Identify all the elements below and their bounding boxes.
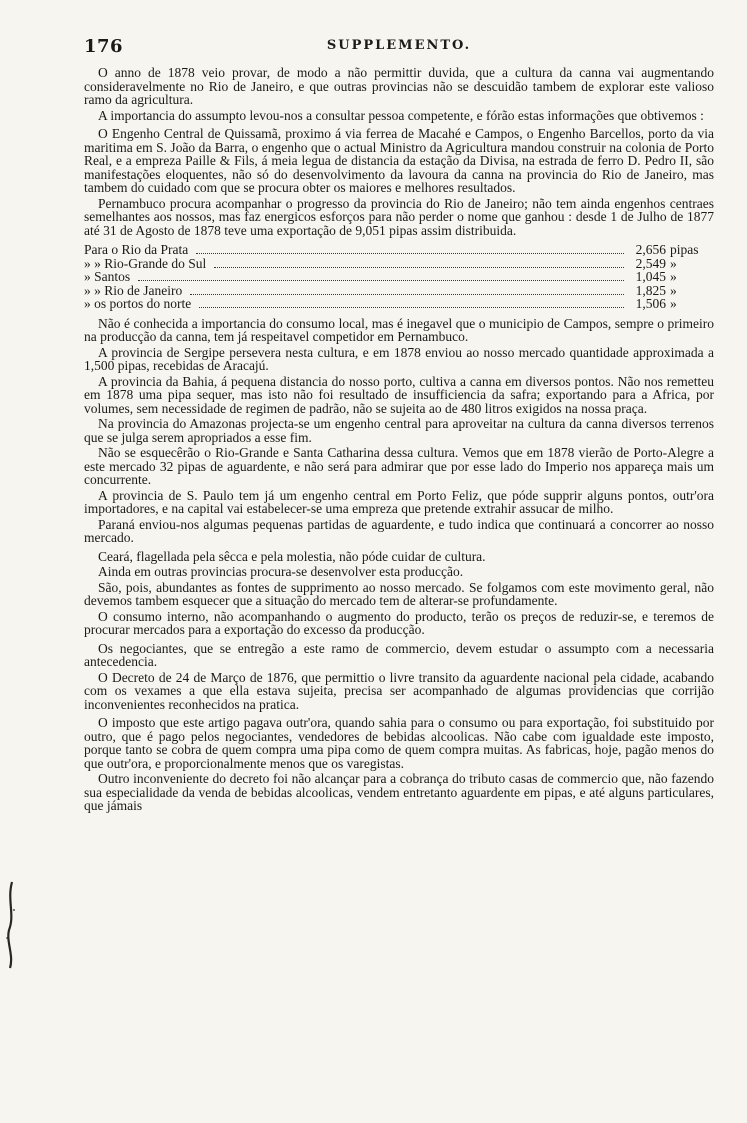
paragraph: Não é conhecida a importancia do consumo local, mas é inegavel que o municipio de Campos, sempre o primeiro na producção da canna, tem já respeitavel competidor em Pernambuco. xyxy=(84,315,714,344)
paragraph: A provincia da Bahia, á pequena distancia do nosso porto, cultiva a canna em diversos pontos. Não nos remetteu em 1878 uma pipa sequer, mas isto não foi resultado de insufficiencia da safra; exportando para a Africa, por volumes, sem necessidade de regimen de padrão, não se sujeita ao de 480 litros exigidos na nossa praça. xyxy=(84,373,714,416)
paragraph: São, pois, abundantes as fontes de supprimento ao nosso mercado. Se folgamos com este movimento geral, não devemos tambem esquecer que a situação do mercado tem de alterar-se profundamente. xyxy=(84,579,714,608)
paragraph: Ainda em outras provincias procura-se desenvolver esta producção. xyxy=(98,564,464,579)
leader-dots xyxy=(196,244,624,254)
destination-cell: » os portos do norte xyxy=(84,296,192,311)
page-header xyxy=(84,36,714,60)
unit-cell: » xyxy=(670,282,677,298)
paragraph: A provincia de Sergipe persevera nesta cultura, e em 1878 enviou ao nosso mercado quantidade approximada a 1,500 pipas, recebidas de Aracajú. xyxy=(84,344,714,373)
table-row xyxy=(84,257,714,271)
quantity-cell: 1,506 xyxy=(635,296,666,311)
paragraph: O consumo interno, não acompanhando o augmento do producto, terão os preços de reduzir-se, e teremos de procurar mercados para a exportação do excesso da producção. xyxy=(84,608,714,637)
unit-cell: » xyxy=(670,296,677,311)
paragraph: Não se esquecêrão o Rio-Grande e Santa Catharina dessa cultura. Vemos que em 1878 vierão de Porto-Alegre a este mercado 32 pipas de aguardente, e não será para admirar que por esse lado do Imperio nos appareça mais um concurrente. xyxy=(84,445,714,487)
paragraph: Ceará, flagellada pela sêcca e pela molestia, não póde cuidar de cultura. xyxy=(98,548,486,564)
table-row xyxy=(84,270,714,284)
paragraph: Na provincia do Amazonas projecta-se um engenho central para aproveitar na cultura da canna diversos terrenos que se julga serem apropriados a esse fim. xyxy=(84,416,714,445)
leader-dots xyxy=(190,285,624,295)
paragraph: A importancia do assumpto levou-nos a consultar pessoa competente, e fórão estas informações que obtivemos : xyxy=(98,107,704,123)
leader-dots xyxy=(199,298,624,308)
leader-dots xyxy=(214,258,624,268)
destination-cell: » » Rio-Grande do Sul xyxy=(84,255,207,271)
leader-dots xyxy=(138,271,624,281)
table-row xyxy=(84,243,714,257)
body-text xyxy=(84,66,714,815)
margin-binding-mark xyxy=(4,880,18,970)
paragraph: A provincia de S. Paulo tem já um engenho central em Porto Feliz, que póde supprir alguns pontos, outr'ora importadores, e na capital vai estabelecer-se uma empreza que pretende extrahir assucar de milho. xyxy=(84,487,714,516)
quantity-cell: 2,549 xyxy=(635,255,666,271)
quantity-cell: 1,045 xyxy=(635,269,666,284)
paragraph: O anno de 1878 veio provar, de modo a não permittir duvida, que a cultura da canna vai augmentando consideravelmente no Rio de Janeiro, e que outras provincias não se descuidão tambem de explorar este valioso ramo da agricultura. xyxy=(84,65,714,107)
paragraph: O imposto que este artigo pagava outr'ora, quando sahia para o consumo ou para exportação, foi substituido por outro, que é pago pelos negociantes, vendedores de bebidas alcoolicas. Não cabe com igualdade este imposto, porque tanto se cobra de quem compra uma pipa como de quem compra muitas. As fabricas, hoje, pagão menos do que outr'ora, e proporcionalmente menos que os varegistas. xyxy=(84,715,714,771)
quantity-cell: 1,825 xyxy=(635,282,666,298)
paragraph: Pernambuco procura acompanhar o progresso da provincia do Rio de Janeiro; não tem ainda engenhos centraes semelhantes aos nossos, mas faz energicos esforços para não perder o nome que ganhou : desde 1 de Julho de 1877 até 31 de Agosto de 1878 teve uma exportação de 9,051 pipas assim distribuida. xyxy=(84,195,714,238)
table-row xyxy=(84,297,714,311)
unit-cell: » xyxy=(670,255,677,271)
paragraph: O Decreto de 24 de Março de 1876, que permittio o livre transito da aguardente nacional pela cidade, acabando com os vexames a que ella estava sujeita, precisa ser acompanhado de algumas providencias que corrijão inconvenientes reconhecidos na pratica. xyxy=(84,669,714,712)
paragraph: Outro inconveniente do decreto foi não alcançar para a cobrança do tributo casas de commercio que, não fazendo sua especialidade da venda de bebidas alcoolicas, vendem entretanto aguardente em pipas, e até alguns particulares, que jámais xyxy=(84,771,714,813)
destination-cell: » » Rio de Janeiro xyxy=(84,282,183,298)
export-table xyxy=(84,243,714,311)
paragraph: Os negociantes, que se entregão a este ramo de commercio, devem estudar o assumpto com a necessaria antecedencia. xyxy=(84,640,714,669)
paragraph: Paraná enviou-nos algumas pequenas partidas de aguardente, e tudo indica que continuará a concorrer ao nosso mercado. xyxy=(84,516,714,545)
running-head: SUPPLEMENTO. xyxy=(326,38,472,53)
page-number: 176 xyxy=(84,36,124,57)
destination-cell: Para o Rio da Prata xyxy=(84,242,189,257)
quantity-cell: 2,656 xyxy=(635,242,666,257)
destination-cell: » Santos xyxy=(84,269,131,284)
table-row xyxy=(84,284,714,298)
unit-cell: pipas xyxy=(670,242,699,257)
unit-cell: » xyxy=(670,269,677,284)
paragraph: O Engenho Central de Quissamã, proximo á via ferrea de Macahé e Campos, o Engenho Barcellos, porto da via maritima em S. João da Barra, o engenho que o actual Ministro da Agricultura mandou construir na colonia de Porto Real, e a empreza Paille & Fils, á meia legua de distancia da estação da Divisa, na estrada de ferro D. Pedro II, são manifestações eloquentes, não só do desenvolvimento da lavoura da canna na provincia do Rio de Janeiro, mas tambem do cuidado com que se procura obter os maiores e melhores resultados. xyxy=(84,126,714,195)
